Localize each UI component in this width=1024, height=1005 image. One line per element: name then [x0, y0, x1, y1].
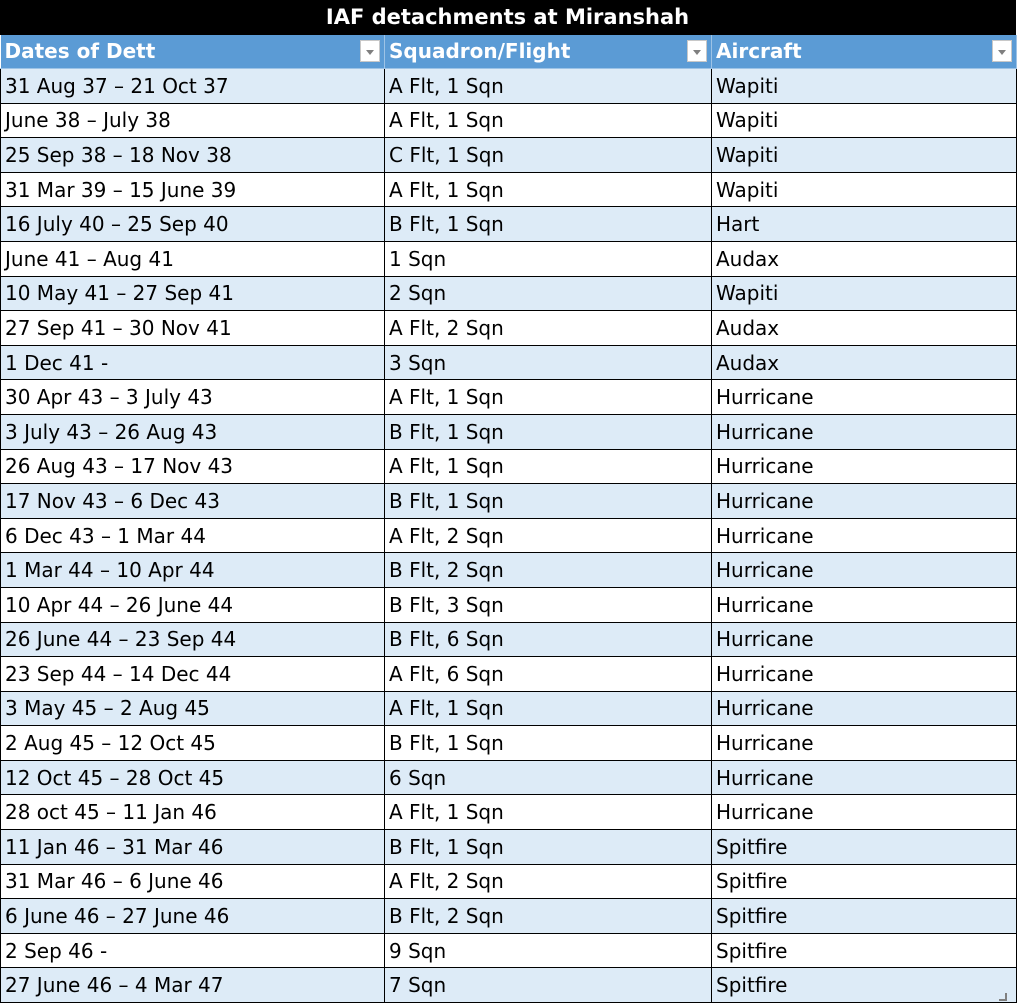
table-row [1, 657, 1017, 692]
cell-squadron[interactable]: B Flt, 2 Sqn [385, 553, 712, 588]
cell-aircraft[interactable]: Hurricane [712, 380, 1017, 415]
table-row [1, 691, 1017, 726]
cell-squadron[interactable]: 9 Sqn [385, 933, 712, 968]
cell-dates[interactable]: 31 Mar 46 – 6 June 46 [1, 864, 385, 899]
cell-dates[interactable]: 23 Sep 44 – 14 Dec 44 [1, 657, 385, 692]
cell-aircraft[interactable]: Spitfire [712, 968, 1017, 1003]
cell-squadron[interactable]: A Flt, 1 Sqn [385, 691, 712, 726]
cell-squadron[interactable]: A Flt, 1 Sqn [385, 380, 712, 415]
cell-aircraft[interactable]: Hurricane [712, 657, 1017, 692]
column-header-aircraft [712, 35, 1017, 69]
cell-dates[interactable]: 25 Sep 38 – 18 Nov 38 [1, 138, 385, 173]
table-row [1, 795, 1017, 830]
cell-squadron[interactable]: A Flt, 1 Sqn [385, 449, 712, 484]
cell-aircraft[interactable]: Wapiti [712, 103, 1017, 138]
cell-aircraft[interactable]: Wapiti [712, 172, 1017, 207]
cell-squadron[interactable]: A Flt, 6 Sqn [385, 657, 712, 692]
cell-aircraft[interactable]: Hurricane [712, 484, 1017, 519]
table-row [1, 726, 1017, 761]
table-row [1, 345, 1017, 380]
table-row [1, 207, 1017, 242]
cell-squadron[interactable]: B Flt, 1 Sqn [385, 207, 712, 242]
cell-aircraft[interactable]: Spitfire [712, 933, 1017, 968]
cell-aircraft[interactable]: Hart [712, 207, 1017, 242]
table-row [1, 241, 1017, 276]
filter-dropdown-icon[interactable] [360, 40, 380, 62]
table-title: IAF detachments at Miranshah [0, 0, 1016, 35]
cell-squadron[interactable]: A Flt, 1 Sqn [385, 172, 712, 207]
table-row [1, 276, 1017, 311]
cell-dates[interactable]: 6 Dec 43 – 1 Mar 44 [1, 518, 385, 553]
cell-dates[interactable]: 10 Apr 44 – 26 June 44 [1, 587, 385, 622]
cell-dates[interactable]: 27 June 46 – 4 Mar 47 [1, 968, 385, 1003]
cell-aircraft[interactable]: Hurricane [712, 795, 1017, 830]
table-row [1, 69, 1017, 104]
cell-squadron[interactable]: B Flt, 6 Sqn [385, 622, 712, 657]
column-header-label: Aircraft [716, 39, 802, 63]
cell-squadron[interactable]: 2 Sqn [385, 276, 712, 311]
column-header-dates [1, 35, 385, 69]
cell-squadron[interactable]: 3 Sqn [385, 345, 712, 380]
cell-aircraft[interactable]: Wapiti [712, 276, 1017, 311]
cell-squadron[interactable]: B Flt, 1 Sqn [385, 726, 712, 761]
cell-dates[interactable]: 3 July 43 – 26 Aug 43 [1, 414, 385, 449]
cell-squadron[interactable]: B Flt, 1 Sqn [385, 830, 712, 865]
cell-aircraft[interactable]: Hurricane [712, 553, 1017, 588]
cell-aircraft[interactable]: Audax [712, 311, 1017, 346]
cell-dates[interactable]: 27 Sep 41 – 30 Nov 41 [1, 311, 385, 346]
table-row [1, 518, 1017, 553]
cell-squadron[interactable]: A Flt, 2 Sqn [385, 311, 712, 346]
table-row [1, 760, 1017, 795]
cell-dates[interactable]: 26 Aug 43 – 17 Nov 43 [1, 449, 385, 484]
table-resize-handle-icon[interactable] [999, 993, 1007, 1001]
cell-dates[interactable]: 16 July 40 – 25 Sep 40 [1, 207, 385, 242]
cell-dates[interactable]: 11 Jan 46 – 31 Mar 46 [1, 830, 385, 865]
cell-squadron[interactable]: A Flt, 1 Sqn [385, 103, 712, 138]
cell-aircraft[interactable]: Spitfire [712, 899, 1017, 934]
cell-dates[interactable]: 31 Aug 37 – 21 Oct 37 [1, 69, 385, 104]
table-row [1, 380, 1017, 415]
cell-aircraft[interactable]: Hurricane [712, 726, 1017, 761]
cell-aircraft[interactable]: Spitfire [712, 864, 1017, 899]
cell-dates[interactable]: 2 Aug 45 – 12 Oct 45 [1, 726, 385, 761]
table-row [1, 899, 1017, 934]
cell-squadron[interactable]: 7 Sqn [385, 968, 712, 1003]
cell-dates[interactable]: 12 Oct 45 – 28 Oct 45 [1, 760, 385, 795]
cell-squadron[interactable]: B Flt, 1 Sqn [385, 484, 712, 519]
table-body [1, 69, 1017, 1003]
cell-squadron[interactable]: 6 Sqn [385, 760, 712, 795]
cell-squadron[interactable]: C Flt, 1 Sqn [385, 138, 712, 173]
cell-dates[interactable]: 26 June 44 – 23 Sep 44 [1, 622, 385, 657]
cell-squadron[interactable]: 1 Sqn [385, 241, 712, 276]
cell-squadron[interactable]: A Flt, 2 Sqn [385, 864, 712, 899]
cell-squadron[interactable]: A Flt, 1 Sqn [385, 795, 712, 830]
column-header-squadron [385, 35, 712, 69]
table-row [1, 414, 1017, 449]
table-row [1, 933, 1017, 968]
detachments-table [0, 35, 1017, 1003]
table-row [1, 103, 1017, 138]
cell-dates[interactable]: 6 June 46 – 27 June 46 [1, 899, 385, 934]
table-row [1, 587, 1017, 622]
column-header-label: Dates of Dett [4, 39, 156, 63]
cell-aircraft[interactable]: Audax [712, 241, 1017, 276]
table-row [1, 484, 1017, 519]
cell-dates[interactable]: June 41 – Aug 41 [1, 241, 385, 276]
cell-squadron[interactable]: B Flt, 2 Sqn [385, 899, 712, 934]
filter-dropdown-icon[interactable] [687, 40, 707, 62]
cell-dates[interactable]: 28 oct 45 – 11 Jan 46 [1, 795, 385, 830]
cell-aircraft[interactable]: Hurricane [712, 449, 1017, 484]
table-row [1, 553, 1017, 588]
cell-aircraft[interactable]: Hurricane [712, 518, 1017, 553]
cell-dates[interactable]: 2 Sep 46 - [1, 933, 385, 968]
cell-dates[interactable]: 3 May 45 – 2 Aug 45 [1, 691, 385, 726]
cell-dates[interactable]: 1 Dec 41 - [1, 345, 385, 380]
cell-dates[interactable]: 10 May 41 – 27 Sep 41 [1, 276, 385, 311]
filter-dropdown-icon[interactable] [992, 40, 1012, 62]
table-row [1, 830, 1017, 865]
table-row [1, 622, 1017, 657]
cell-aircraft[interactable]: Hurricane [712, 414, 1017, 449]
cell-aircraft[interactable]: Hurricane [712, 587, 1017, 622]
table-row [1, 311, 1017, 346]
table-row [1, 968, 1017, 1003]
table-row [1, 138, 1017, 173]
column-header-label: Squadron/Flight [389, 39, 571, 63]
cell-dates[interactable]: June 38 – July 38 [1, 103, 385, 138]
cell-dates[interactable]: 1 Mar 44 – 10 Apr 44 [1, 553, 385, 588]
cell-aircraft[interactable]: Hurricane [712, 691, 1017, 726]
cell-aircraft[interactable]: Audax [712, 345, 1017, 380]
header-row [1, 35, 1017, 69]
cell-aircraft[interactable]: Spitfire [712, 830, 1017, 865]
cell-aircraft[interactable]: Hurricane [712, 760, 1017, 795]
cell-aircraft[interactable]: Wapiti [712, 69, 1017, 104]
table-row [1, 864, 1017, 899]
cell-aircraft[interactable]: Wapiti [712, 138, 1017, 173]
cell-squadron[interactable]: B Flt, 1 Sqn [385, 414, 712, 449]
cell-dates[interactable]: 31 Mar 39 – 15 June 39 [1, 172, 385, 207]
table-row [1, 172, 1017, 207]
cell-squadron[interactable]: A Flt, 2 Sqn [385, 518, 712, 553]
cell-squadron[interactable]: B Flt, 3 Sqn [385, 587, 712, 622]
cell-dates[interactable]: 17 Nov 43 – 6 Dec 43 [1, 484, 385, 519]
table-row [1, 449, 1017, 484]
cell-aircraft[interactable]: Hurricane [712, 622, 1017, 657]
cell-squadron[interactable]: A Flt, 1 Sqn [385, 69, 712, 104]
cell-dates[interactable]: 30 Apr 43 – 3 July 43 [1, 380, 385, 415]
